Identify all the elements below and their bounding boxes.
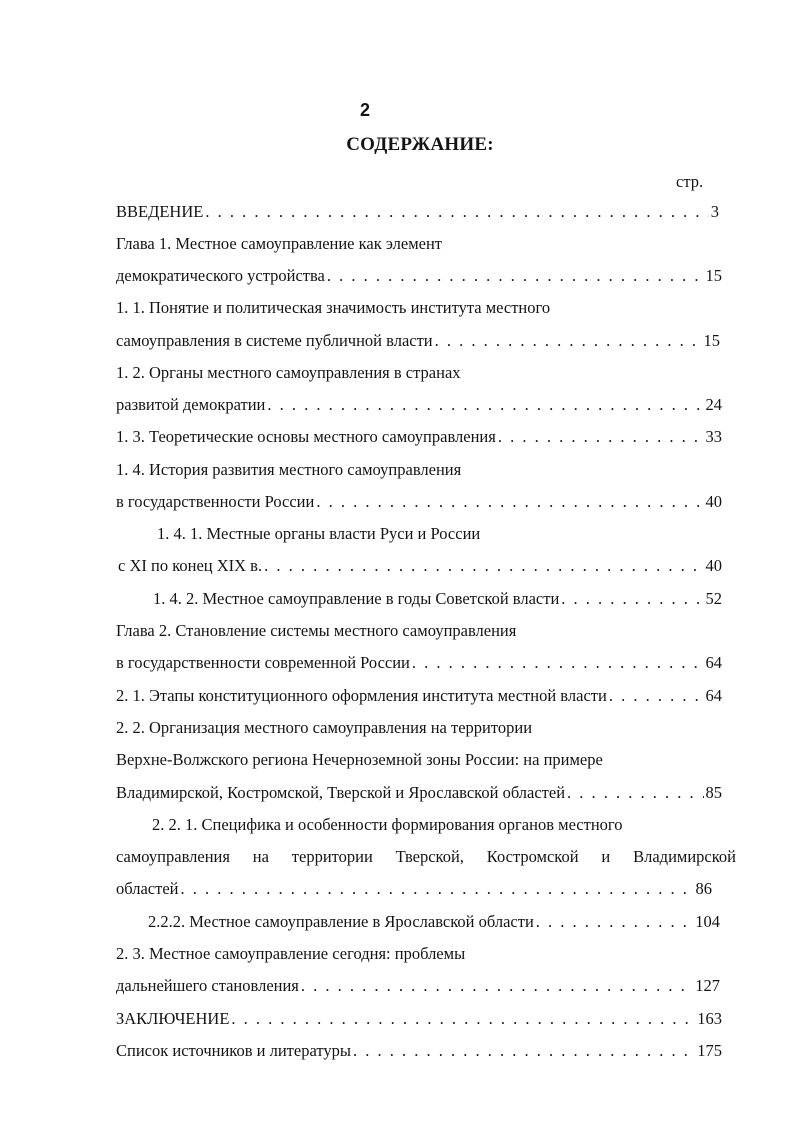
toc-entry-page: 33 bbox=[705, 427, 722, 446]
toc-entry-page: 163 bbox=[697, 1009, 722, 1028]
toc-entry-bibliography bbox=[116, 1039, 722, 1063]
toc-entry-page: 15 bbox=[705, 266, 722, 285]
toc-entry-text: ВВЕДЕНИЕ bbox=[116, 202, 204, 221]
toc-entry-1-1-cont bbox=[116, 329, 720, 353]
toc-entry-1-3 bbox=[116, 425, 722, 449]
toc-entry-1-4-2 bbox=[153, 587, 722, 611]
toc-entry-page: 24 bbox=[705, 395, 722, 414]
toc-entry-2-3-cont bbox=[116, 974, 720, 998]
toc-entry-text: развитой демократии bbox=[116, 395, 266, 414]
toc-entry-2-2-cont2 bbox=[116, 781, 722, 805]
toc-entry-chapter-1-cont bbox=[116, 264, 722, 288]
toc-entry-1-4-cont bbox=[116, 490, 722, 514]
toc-entry-text: самоуправления в системе публичной власти bbox=[116, 331, 433, 350]
toc-entry-page: 15 bbox=[703, 331, 720, 350]
toc-entry-chapter-2: Глава 2. Становление системы местного самоуправления bbox=[116, 621, 517, 640]
toc-entry-page: 104 bbox=[695, 912, 720, 931]
toc-entry-page: 64 bbox=[705, 686, 722, 705]
toc-entry-text: областей bbox=[116, 879, 179, 898]
toc-entry-text: дальнейшего становления bbox=[116, 976, 299, 995]
toc-entry-page: 175 bbox=[697, 1041, 722, 1060]
toc-entry-page: 127 bbox=[695, 976, 720, 995]
toc-entry-2-2: 2. 2. Организация местного самоуправления на территории bbox=[116, 718, 533, 737]
toc-entry-text: демократического устройства bbox=[116, 266, 325, 285]
toc-entry-text: ЗАКЛЮЧЕНИЕ bbox=[116, 1009, 230, 1028]
toc-entry-page: 64 bbox=[705, 653, 722, 672]
page-column-label: стр. bbox=[676, 172, 704, 191]
toc-entry-text: 2. 1. Этапы конституционного оформления института местной власти bbox=[116, 686, 607, 705]
toc-entry-chapter-1: Глава 1. Местное самоуправление как элемент bbox=[116, 234, 443, 253]
toc-entry-text: в государственности России bbox=[116, 492, 315, 511]
toc-entry-2-2-1-cont: самоуправления на территории Тверской, Костромской и Владимирской bbox=[116, 847, 736, 866]
toc-entry-2-1 bbox=[116, 684, 722, 708]
toc-entry-2-2-1-cont2 bbox=[116, 877, 712, 901]
toc-entry-2-3: 2. 3. Местное самоуправление сегодня: проблемы bbox=[116, 944, 466, 963]
toc-entry-1-4: 1. 4. История развития местного самоуправления bbox=[116, 460, 462, 479]
toc-entry-text: с XI по конец XIX в. bbox=[118, 556, 263, 575]
toc-entry-1-2: 1. 2. Органы местного самоуправления в странах bbox=[116, 363, 461, 382]
toc-entry-introduction bbox=[116, 200, 719, 224]
toc-entry-1-2-cont bbox=[116, 393, 722, 417]
toc-entry-page: 3 bbox=[710, 202, 719, 221]
toc-entry-text: Список источников и литературы bbox=[116, 1041, 351, 1060]
toc-entry-2-2-cont: Верхне-Волжского региона Нечерноземной зоны России: на примере bbox=[116, 750, 603, 769]
toc-entry-1-4-1: 1. 4. 1. Местные органы власти Руси и России bbox=[157, 524, 481, 543]
toc-entry-page: 40 bbox=[705, 492, 722, 511]
toc-entry-page: 85 bbox=[705, 783, 722, 802]
toc-title: СОДЕРЖАНИЕ: bbox=[346, 134, 494, 155]
toc-entry-1-1: 1. 1. Понятие и политическая значимость института местного bbox=[116, 298, 551, 317]
toc-entry-text: Владимирской, Костромской, Тверской и Ярославской областей bbox=[116, 783, 566, 802]
toc-entry-chapter-2-cont bbox=[116, 651, 722, 675]
toc-entry-page: 52 bbox=[705, 589, 722, 608]
page-number: 2 bbox=[360, 100, 371, 120]
toc-entry-2-2-1: 2. 2. 1. Специфика и особенности формирования органов местного bbox=[152, 815, 623, 834]
toc-entry-conclusion bbox=[116, 1007, 722, 1031]
toc-entry-page: 86 bbox=[695, 879, 712, 898]
toc-entry-text: в государственности современной России bbox=[116, 653, 410, 672]
toc-entry-text: 1. 3. Теоретические основы местного самоуправления bbox=[116, 427, 496, 446]
toc-entry-2-2-2 bbox=[148, 910, 720, 934]
toc-entry-1-4-1-cont bbox=[118, 554, 722, 578]
toc-entry-text: 2.2.2. Местное самоуправление в Ярославской области bbox=[148, 912, 534, 931]
toc-entry-page: 40 bbox=[705, 556, 722, 575]
toc-entry-text: 1. 4. 2. Местное самоуправление в годы Советской власти bbox=[153, 589, 560, 608]
